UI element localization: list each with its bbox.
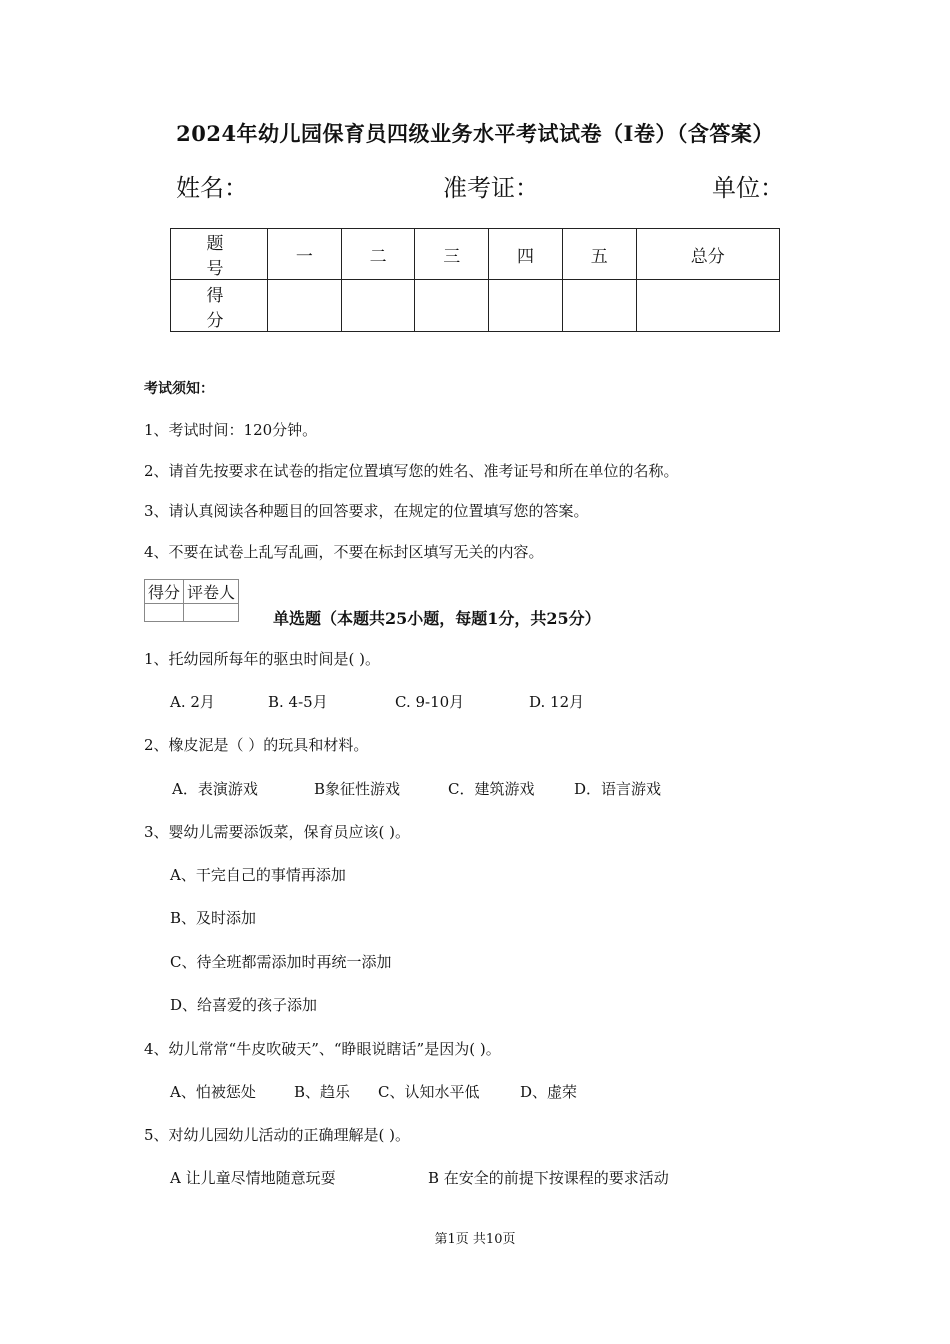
grader-name-label: 评卷人: [184, 580, 239, 604]
grader-name-cell[interactable]: [184, 604, 239, 622]
score-cell[interactable]: [489, 280, 563, 332]
section-title: 单选题（本题共25小题，每题1分，共25分）: [273, 609, 601, 628]
question-option: A 让儿童尽情地随意玩耍: [170, 1169, 336, 1187]
grader-score-cell[interactable]: [145, 604, 184, 622]
question-option: C. 9-10月: [395, 693, 465, 711]
score-column-header: 一: [268, 229, 342, 280]
question-number-label: 题 号: [171, 229, 268, 280]
question-option: A、怕被惩处: [170, 1083, 256, 1101]
notice-item: 1、考试时间：120分钟。: [144, 421, 318, 439]
question-option: D、给喜爱的孩子添加: [170, 996, 318, 1014]
question-option: A. 2月: [170, 693, 215, 711]
question-stem: 5、对幼儿园幼儿活动的正确理解是( )。: [144, 1126, 411, 1144]
score-column-header: 四: [489, 229, 563, 280]
score-column-header: 五: [562, 229, 636, 280]
score-column-header: 三: [415, 229, 489, 280]
score-row-label: 得 分: [171, 280, 268, 332]
question-stem: 4、幼儿常常“牛皮吹破天”、“睁眼说瞎话”是因为( )。: [144, 1040, 501, 1058]
question-option: B、及时添加: [170, 909, 257, 927]
score-cell[interactable]: [341, 280, 415, 332]
score-column-header: 总分: [636, 229, 779, 280]
question-option: C、认知水平低: [378, 1083, 480, 1101]
page-footer: 第1页 共10页: [434, 1232, 516, 1247]
question-option: B、趋乐: [294, 1083, 351, 1101]
grader-box: [144, 579, 239, 622]
score-table-header-row: [171, 229, 780, 280]
page-title: 2024年幼儿园保育员四级业务水平考试试卷（I卷）（含答案）: [176, 121, 774, 146]
question-option: D. 12月: [529, 693, 585, 711]
question-option: C．建筑游戏: [448, 780, 535, 798]
question-stem: 3、婴幼儿需要添饭菜，保育员应该( )。: [144, 823, 411, 841]
question-option: B象征性游戏: [314, 780, 401, 798]
unit-field-label: 单位：: [712, 174, 784, 202]
question-option: C、待全班都需添加时再统一添加: [170, 953, 392, 971]
score-table-score-row: [171, 280, 780, 332]
score-cell[interactable]: [415, 280, 489, 332]
question-option: D．语言游戏: [574, 780, 662, 798]
question-option: A．表演游戏: [172, 780, 258, 798]
score-cell[interactable]: [636, 280, 779, 332]
question-stem: 2、橡皮泥是（ ）的玩具和材料。: [144, 736, 369, 754]
score-column-header: 二: [341, 229, 415, 280]
notice-item: 4、不要在试卷上乱写乱画，不要在标封区填写无关的内容。: [144, 543, 544, 561]
exam-id-field-label: 准考证：: [443, 174, 539, 202]
question-option: B. 4-5月: [268, 693, 328, 711]
score-cell[interactable]: [268, 280, 342, 332]
notice-heading: 考试须知：: [144, 381, 214, 397]
score-cell[interactable]: [562, 280, 636, 332]
question-option: A、干完自己的事情再添加: [170, 866, 346, 884]
name-field-label: 姓名：: [176, 174, 248, 202]
question-stem: 1、托幼园所每年的驱虫时间是( )。: [144, 650, 381, 668]
question-option: D、虚荣: [520, 1083, 578, 1101]
notice-item: 3、请认真阅读各种题目的回答要求，在规定的位置填写您的答案。: [144, 502, 589, 520]
question-option: B 在安全的前提下按课程的要求活动: [428, 1169, 669, 1187]
notice-item: 2、请首先按要求在试卷的指定位置填写您的姓名、准考证号和所在单位的名称。: [144, 462, 679, 480]
score-table: [170, 228, 780, 332]
grader-score-label: 得分: [145, 580, 184, 604]
